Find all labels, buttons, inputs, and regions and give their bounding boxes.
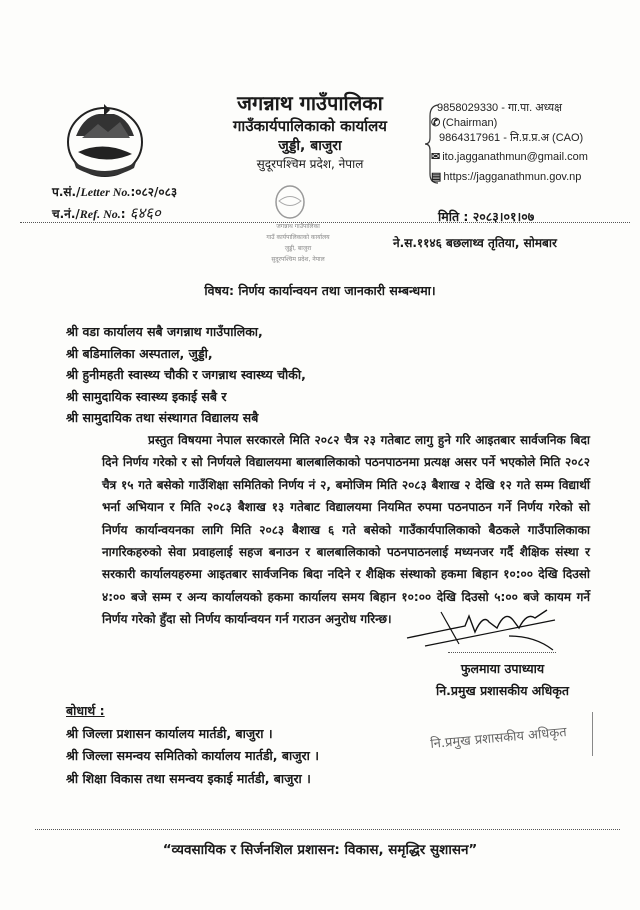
recipient-item: श्री हुनीमहती स्वास्थ्य चौकी र जगन्नाथ स्वास्थ्य चौकी, (66, 367, 306, 382)
nepal-emblem-icon (64, 96, 146, 182)
signature-icon (405, 606, 565, 656)
stamp-border (592, 712, 593, 756)
nepal-sambat-date: ने.स.११४६ बछलाथ्व तृतिया, सोमबार (393, 236, 557, 250)
cc-list (66, 700, 319, 790)
ref-no-label: च.नं./ (52, 207, 80, 221)
email-row (431, 151, 588, 164)
letter-no-label-en: Letter No. (80, 185, 131, 199)
email-icon: ✉ (431, 151, 441, 163)
cc-item: श्री जिल्ला समन्वय समितिको कार्यालय मार्तडी, बाजुरा । (66, 748, 319, 763)
letterhead (200, 90, 420, 173)
province-name: सुदूरपश्चिम प्रदेश, नेपाल (256, 157, 364, 171)
signatory-name: फुलमाया उपाध्याय (460, 661, 545, 676)
office-name: गाउँकार्यपालिकाको कार्यालय (232, 117, 387, 135)
recipient-list (66, 321, 306, 429)
chairman-row (431, 117, 497, 130)
signatory-title: नि.प्रमुख प्रशासकीय अधिकृत (435, 683, 570, 698)
cc-item: श्री जिल्ला प्रशासन कार्यालय मार्तडी, बाजुरा । (66, 725, 273, 741)
letter-no-value: :०८२/०८३ (130, 185, 178, 199)
body-paragraph: प्रस्तुत विषयमा नेपाल सरकारले मिति २०८२ चैत्र २३ गतेबाट लागु हुने गरि आइतबार सार्वजनिक बिदा दिने निर्णय गरेको र सो निर्णयले विद्यालयमा बालबालिकाको पठनपाठनमा प्रत्यक्ष असर पर्ने भएकोले मिति २०८२ चैत्र १५ गते बसेको गाउँशिक्षा समितिको निर्णय नं २, बमोजिम मिति २०८३ बैशाख २ देखि १२ गते सम्म विद्यार्थी भर्ना अभियान र मिति २०८३ बैशाख १३ गतेबाट विद्यालयमा नियमित रुपमा पठनपाठन गर्ने निर्णय गरेको सो निर्णय कार्यान्वयनका लागि मिति २०८३ बैशाख ६ गते बसेको गाउँकार्यपालिकाको बैठकले गाउँपालिकाका नागरिकहरुको सेवा प्रवाहलाई सहज बनाउन र बालबालिकाको पठनपाठनलाई मध्यनजर गर्दै शैक्षिक संस्था र सरकारी कार्यालयहरुमा आइतबार सार्वजनिक बिदा नदिने र शैक्षिक संस्थाको हकमा बिहान १०:०० देखि दिउसो ४:०० बजे सम्म र अन्य कार्यालयको हकमा कार्यालय समय बिहान १०:०० देखि दिउसो ५:०० बजे कायम गर्ने निर्णय गरेको हुँदा सो निर्णय कार्यान्वयन गर्न गराउन अनुरोध गरिन्छ। (102, 433, 590, 627)
ref-no-value: ६४६० (129, 204, 161, 222)
letter-body (102, 429, 590, 631)
reference-number: च.नं./Ref. No.: ६४६० (52, 204, 161, 222)
seal-line-3: जुड्डी, बाजुरा (284, 245, 312, 252)
seal-line-1: जगन्नाथ गाउँपालिका (276, 223, 320, 230)
letter-number (52, 183, 177, 200)
footer-divider (35, 829, 620, 830)
designation-stamp: नि.प्रमुख प्रशासकीय अधिकृत (429, 725, 568, 752)
website-link[interactable]: https://jagganathmun.gov.np (443, 171, 582, 183)
recipient-item: श्री सामुदायिक स्वास्थ्य इकाई सबै र (66, 388, 227, 404)
date-line: मिति : २०८३।०१।०७ (438, 209, 535, 224)
web-icon: ▤ (431, 171, 442, 183)
signature-line (448, 652, 556, 653)
chairman-label: (Chairman) (442, 117, 498, 129)
office-seal (250, 184, 346, 272)
email-link[interactable]: ito.jagganathmun@gmail.com (442, 151, 588, 163)
footer-motto: “व्यवसायिक र सिर्जनशिल प्रशासन: विकास, समृद्धिर सुशासन” (162, 842, 478, 858)
phone-icon: ✆ (431, 117, 441, 129)
seal-line-4: सुदूरपश्चिम प्रदेश, नेपाल (271, 256, 325, 263)
website-row (431, 171, 581, 184)
office-location: जुड्डी, बाजुरा (278, 138, 342, 154)
seal-line-2: गाउँ कार्यपालिकाको कार्यालय (266, 234, 330, 241)
signatory-block (420, 658, 585, 702)
municipality-name: जगन्नाथ गाउँपालिका (237, 91, 383, 115)
ref-no-label-en: Ref. No. (79, 207, 121, 221)
cao-phone: 9864317961 - नि.प्र.प्र.अ (CAO) (439, 132, 584, 144)
chairman-phone: 9858029330 - गा.पा. अध्यक्ष (437, 102, 563, 114)
cc-label: बोधार्थ : (66, 703, 105, 718)
subject-line: विषय: निर्णय कार्यान्वयन तथा जानकारी सम्बन्धमा। (204, 283, 436, 298)
letter-no-label: प.सं./ (52, 185, 81, 199)
recipient-item: श्री सामुदायिक तथा संस्थागत विद्यालय सबै (66, 410, 259, 425)
recipient-item: श्री वडा कार्यालय सबै जगन्नाथ गाउँपालिका, (66, 324, 263, 339)
cc-item: श्री शिक्षा विकास तथा समन्वय इकाई मार्तडी, बाजुरा । (66, 770, 311, 786)
recipient-item: श्री बडिमालिका अस्पताल, जुड्डी, (66, 345, 213, 361)
